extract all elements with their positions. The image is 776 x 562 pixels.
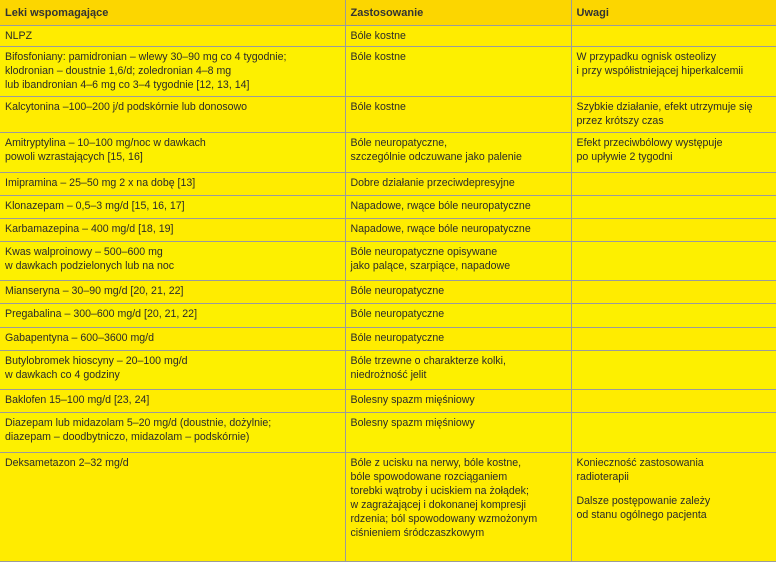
table-row [0, 304, 776, 327]
drug-cell: Deksametazon 2–32 mg/d [0, 453, 345, 562]
notes-cell [571, 195, 776, 218]
notes-cell [571, 281, 776, 304]
table-row [0, 281, 776, 304]
drug-cell: Karbamazepina – 400 mg/d [18, 19] [0, 218, 345, 241]
notes-cell [571, 304, 776, 327]
use-cell: Bolesny spazm mięśniowy [345, 413, 571, 453]
table-body [0, 26, 776, 562]
table-row [0, 390, 776, 413]
drug-cell: Kalcytonina –100–200 j/d podskórnie lub donosowo [0, 97, 345, 133]
notes-cell [571, 26, 776, 47]
notes-cell [571, 218, 776, 241]
table-row [0, 97, 776, 133]
drug-cell: Imipramina – 25–50 mg 2 x na dobę [13] [0, 172, 345, 195]
drug-cell: Amitryptylina – 10–100 mg/noc w dawkach powoli wzrastających [15, 16] [0, 132, 345, 172]
use-cell: Bóle kostne [345, 97, 571, 133]
note-text: Dalsze postępowanie zależy od stanu ogólnego pacjenta [576, 495, 711, 522]
drug-cell: Mianseryna – 30–90 mg/d [20, 21, 22] [0, 281, 345, 304]
table-row [0, 132, 776, 172]
use-cell: Napadowe, rwące bóle neuropatyczne [345, 218, 571, 241]
drug-cell: Bifosfoniany: pamidronian – wlewy 30–90 mg co 4 tygodnie; klodronian – doustnie 1,6/d; zoledronian 4–8 mg lub ibandronian 4–6 mg co 3–4 tygodnie [12, 13, 14] [0, 46, 345, 96]
table-row [0, 26, 776, 47]
header-row [0, 0, 776, 26]
notes-cell [571, 453, 776, 562]
notes-cell [571, 413, 776, 453]
table-row [0, 413, 776, 453]
drug-cell: Gabapentyna – 600–3600 mg/d [0, 327, 345, 350]
table-row [0, 46, 776, 96]
drug-cell: Kwas walproinowy – 500–600 mg w dawkach podzielonych lub na noc [0, 241, 345, 281]
table-header [0, 0, 776, 26]
table-row [0, 195, 776, 218]
table-row [0, 241, 776, 281]
table-row [0, 172, 776, 195]
drug-cell: Baklofen 15–100 mg/d [23, 24] [0, 390, 345, 413]
table-row [0, 350, 776, 390]
notes-cell [571, 132, 776, 172]
note-text: W przypadku ognisk osteolizy i przy współistniejącej hiperkalcemii [576, 50, 744, 77]
notes-cell [571, 46, 776, 96]
header-use: Zastosowanie [345, 0, 571, 26]
use-cell: Bóle z ucisku na nerwy, bóle kostne, bóle spowodowane rozciąganiem torebki wątroby i uciskiem na żołądek; w zagrażającej i dokonanej kompresji rdzenia; ból spowodowany wzmożonym ciśnieniem śródczaszkowym [345, 453, 571, 562]
use-cell: Bóle kostne [345, 46, 571, 96]
note-text: Szybkie działanie, efekt utrzymuje się przez krótszy czas [576, 101, 753, 128]
drug-cell: NLPZ [0, 26, 345, 47]
table-row [0, 218, 776, 241]
table-row [0, 327, 776, 350]
drug-cell: Klonazepam – 0,5–3 mg/d [15, 16, 17] [0, 195, 345, 218]
note-text: Konieczność zastosowania radioterapii [576, 457, 704, 484]
notes-cell [571, 390, 776, 413]
use-cell: Bóle neuropatyczne [345, 327, 571, 350]
use-cell: Bóle trzewne o charakterze kolki, niedrożność jelit [345, 350, 571, 390]
use-cell: Dobre działanie przeciwdepresyjne [345, 172, 571, 195]
table-row [0, 453, 776, 562]
notes-cell [571, 241, 776, 281]
notes-cell [571, 172, 776, 195]
drug-cell: Pregabalina – 300–600 mg/d [20, 21, 22] [0, 304, 345, 327]
use-cell: Bóle kostne [345, 26, 571, 47]
drug-cell: Diazepam lub midazolam 5–20 mg/d (doustnie, dożylnie; diazepam – doodbytniczo, midazolam – podskórnie) [0, 413, 345, 453]
header-notes: Uwagi [571, 0, 776, 26]
notes-cell [571, 350, 776, 390]
use-cell: Bóle neuropatyczne [345, 304, 571, 327]
use-cell: Bóle neuropatyczne [345, 281, 571, 304]
notes-cell [571, 97, 776, 133]
notes-cell [571, 327, 776, 350]
use-cell: Bóle neuropatyczne opisywane jako palące, szarpiące, napadowe [345, 241, 571, 281]
use-cell: Bolesny spazm mięśniowy [345, 390, 571, 413]
use-cell: Bóle neuropatyczne, szczególnie odczuwane jako palenie [345, 132, 571, 172]
drug-cell: Butylobromek hioscyny – 20–100 mg/d w dawkach co 4 godziny [0, 350, 345, 390]
header-drug: Leki wspomagające [0, 0, 345, 26]
use-cell: Napadowe, rwące bóle neuropatyczne [345, 195, 571, 218]
note-text: Efekt przeciwbólowy występuje po upływie 2 tygodni [576, 136, 723, 163]
